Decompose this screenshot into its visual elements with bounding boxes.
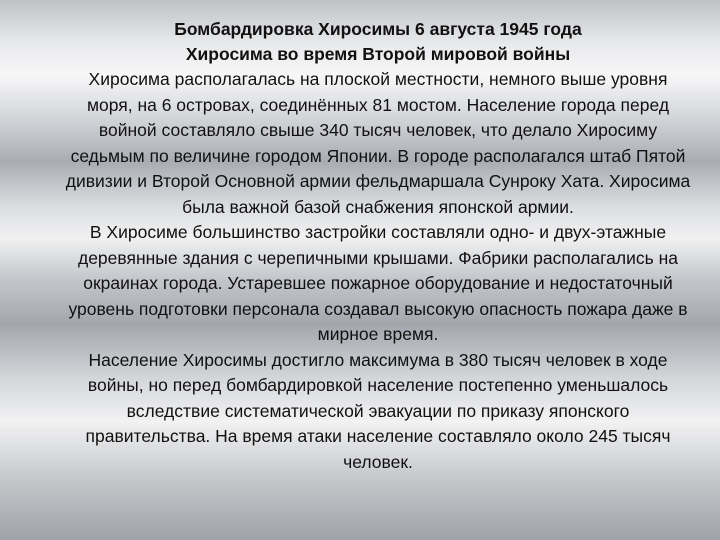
paragraph-population: Население Хиросимы достигло максимума в 380 тысяч человек в ходе войны, но перед бомбардировкой население постепенно уменьшалось вследствие систематической эвакуации по приказу японского правительства. На время атаки население составляло около 245 тысяч человек. bbox=[85, 349, 671, 472]
paragraph-geography: Хиросима располагалась на плоской местности, немного выше уровня моря, на 6 островах, соединённых 81 мостом. Население города перед войной составляло свыше 340 тысяч человек, что делало Хиросиму седьмым по величине городом Японии. В городе располагался штаб Пятой дивизии и Второй Основной армии фельдмаршала Сунроку Хата. Хиросима была важной базой снабжения японской армии. bbox=[65, 69, 691, 217]
slide-content bbox=[64, 17, 692, 475]
paragraph-buildings: В Хиросиме большинство застройки составляли одно- и двух-этажные деревянные здания с черепичными крышами. Фабрики располагались на окраинах города. Устаревшее пожарное оборудование и недостаточный уровень подготовки персонала создавал высокую опасность пожара даже в мирное время. bbox=[68, 222, 688, 344]
slide-title-line-2: Хиросима во время Второй мировой войны bbox=[185, 44, 571, 64]
slide-title-line-1: Бомбардировка Хиросимы 6 августа 1945 года bbox=[174, 19, 582, 39]
